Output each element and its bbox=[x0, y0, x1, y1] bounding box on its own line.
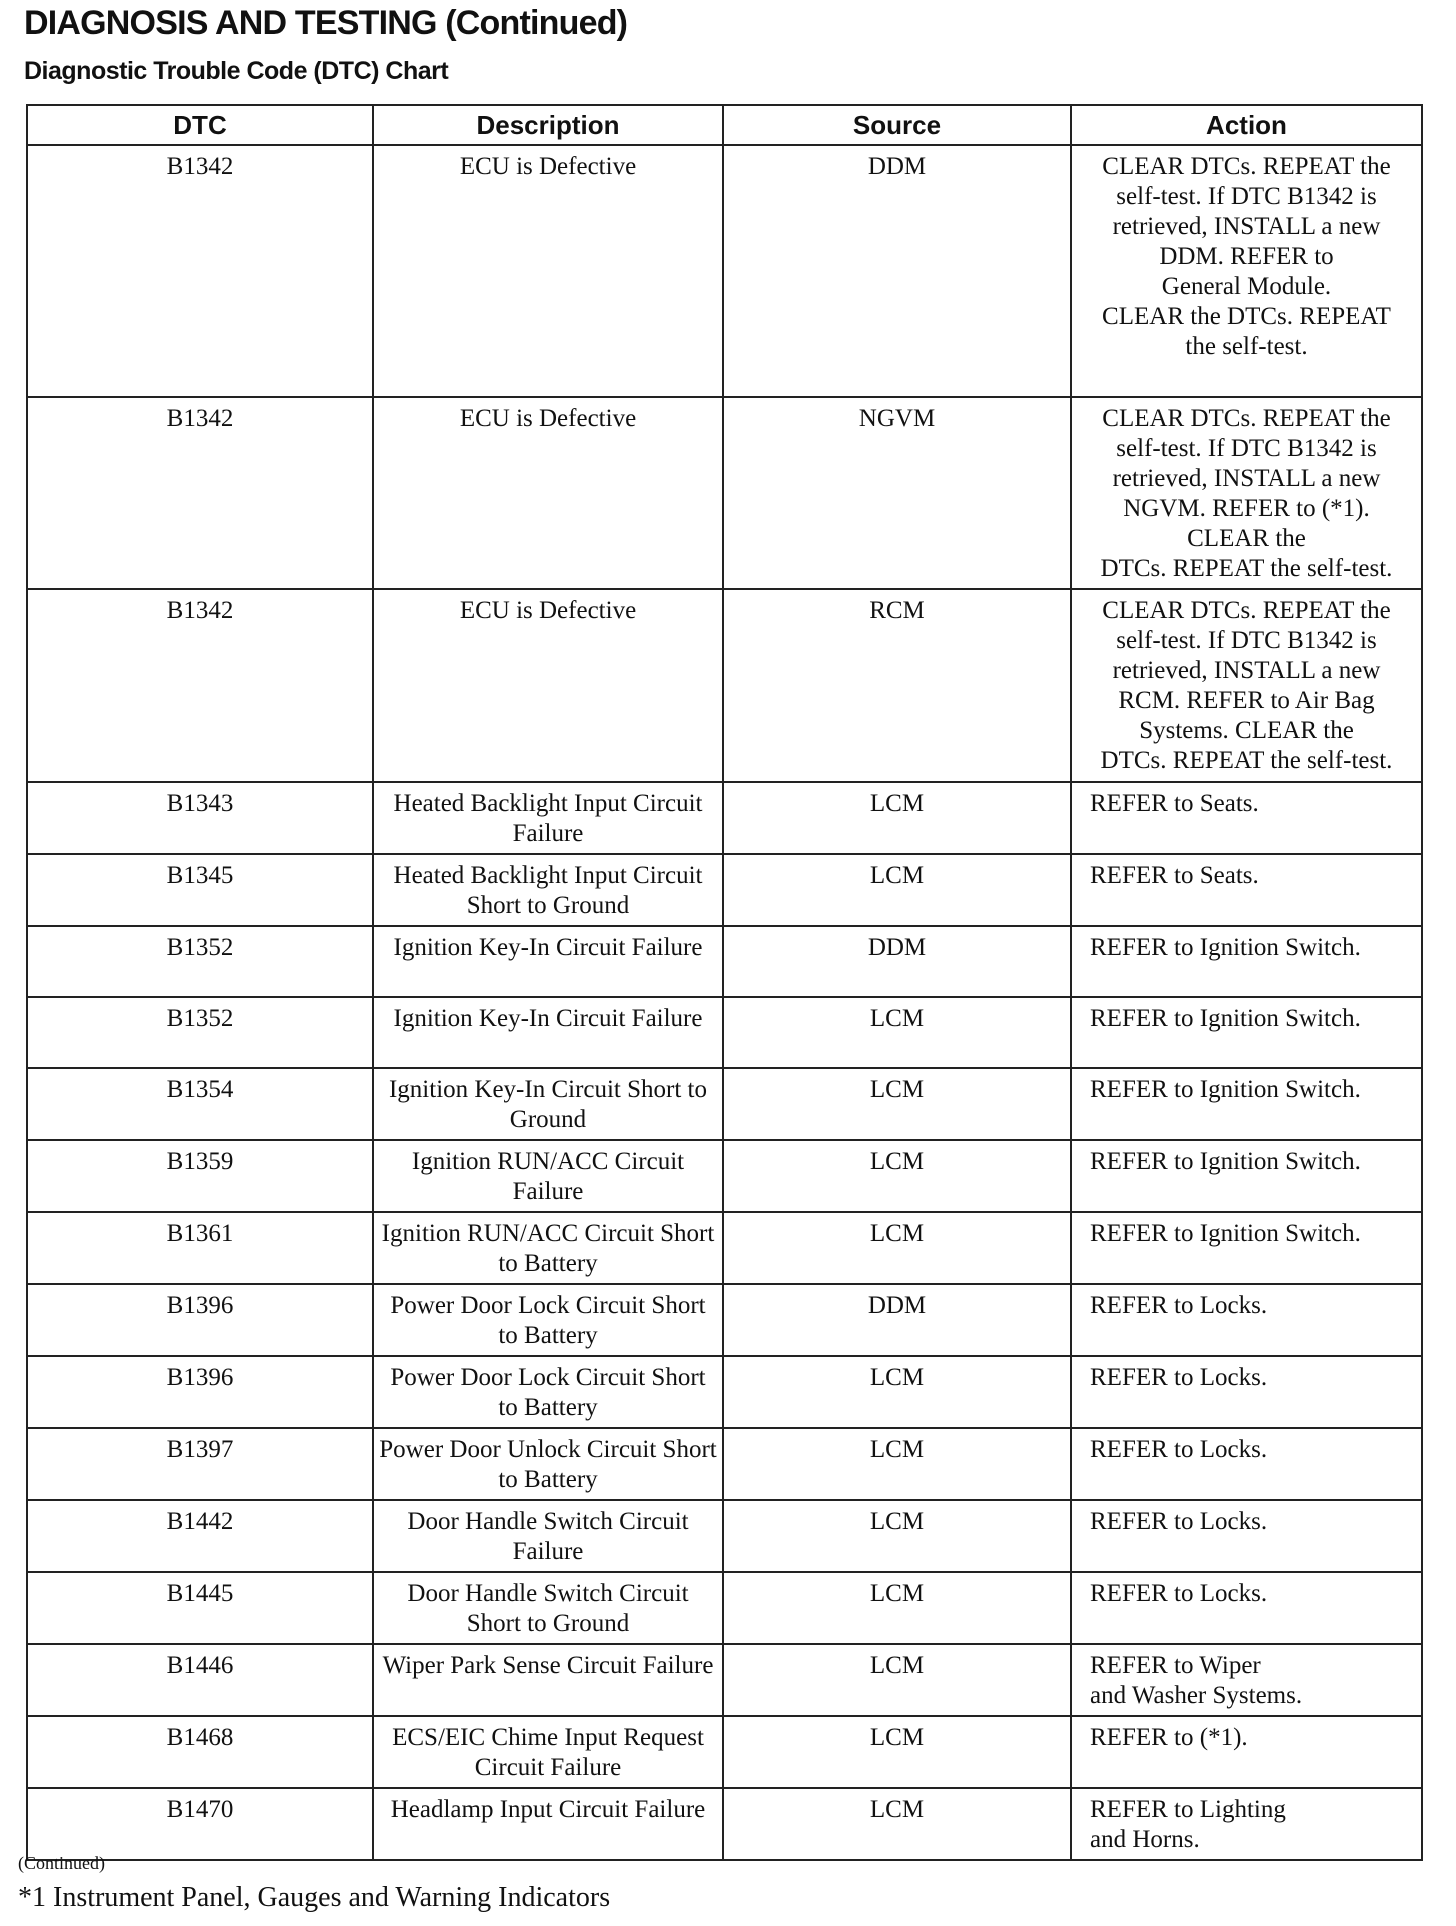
action-line: General Module. bbox=[1161, 273, 1332, 300]
action-line: DDM. REFER to bbox=[1159, 243, 1334, 270]
action-line: REFER to Wiper bbox=[1090, 1652, 1261, 1679]
chart-title: Diagnostic Trouble Code (DTC) Chart bbox=[24, 57, 449, 85]
action-line: REFER to Ignition Switch. bbox=[1090, 934, 1361, 961]
dtc-code-cell: B1342 bbox=[27, 145, 373, 397]
footnote: *1 Instrument Panel, Gauges and Warning Indicators bbox=[18, 1882, 611, 1913]
table-row bbox=[27, 926, 1422, 997]
table-row bbox=[27, 1788, 1422, 1860]
action-line: CLEAR DTCs. REPEAT the bbox=[1102, 597, 1391, 624]
action-cell bbox=[1071, 1068, 1422, 1140]
description-cell: Door Handle Switch Circuit Failure bbox=[373, 1500, 723, 1572]
dtc-code-cell: B1445 bbox=[27, 1572, 373, 1644]
description-cell: Ignition Key-In Circuit Failure bbox=[373, 926, 723, 997]
dtc-code-cell: B1446 bbox=[27, 1644, 373, 1716]
action-line: self-test. If DTC B1342 is bbox=[1116, 435, 1377, 462]
action-cell bbox=[1071, 854, 1422, 926]
action-line: REFER to (*1). bbox=[1090, 1724, 1248, 1751]
action-line: retrieved, INSTALL a new bbox=[1112, 465, 1381, 492]
source-cell: LCM bbox=[723, 1572, 1071, 1644]
table-row bbox=[27, 1140, 1422, 1212]
source-cell: RCM bbox=[723, 589, 1071, 782]
action-cell bbox=[1071, 397, 1422, 589]
dtc-code-cell: B1354 bbox=[27, 1068, 373, 1140]
description-cell: Ignition Key-In Circuit Short to Ground bbox=[373, 1068, 723, 1140]
source-cell: LCM bbox=[723, 1716, 1071, 1788]
dtc-code-cell: B1396 bbox=[27, 1356, 373, 1428]
action-line: REFER to Seats. bbox=[1090, 862, 1259, 889]
source-cell: LCM bbox=[723, 1788, 1071, 1860]
dtc-code-cell: B1470 bbox=[27, 1788, 373, 1860]
dtc-code-cell: B1397 bbox=[27, 1428, 373, 1500]
action-cell bbox=[1071, 589, 1422, 782]
action-line: DTCs. REPEAT the self-test. bbox=[1100, 555, 1393, 582]
action-line: self-test. If DTC B1342 is bbox=[1116, 183, 1377, 210]
source-cell: LCM bbox=[723, 1140, 1071, 1212]
action-cell bbox=[1071, 1716, 1422, 1788]
action-line: DTCs. REPEAT the self-test. bbox=[1100, 747, 1393, 774]
dtc-code-cell: B1352 bbox=[27, 926, 373, 997]
action-line: CLEAR DTCs. REPEAT the bbox=[1102, 405, 1391, 432]
dtc-code-cell: B1342 bbox=[27, 589, 373, 782]
action-line: and Washer Systems. bbox=[1090, 1682, 1303, 1709]
action-line: REFER to Locks. bbox=[1090, 1364, 1268, 1391]
source-cell: LCM bbox=[723, 1212, 1071, 1284]
table-row bbox=[27, 145, 1422, 397]
source-cell: LCM bbox=[723, 1068, 1071, 1140]
dtc-code-cell: B1352 bbox=[27, 997, 373, 1068]
action-cell bbox=[1071, 1428, 1422, 1500]
action-line: REFER to Locks. bbox=[1090, 1436, 1268, 1463]
table-row bbox=[27, 1644, 1422, 1716]
dtc-code-cell: B1343 bbox=[27, 782, 373, 854]
description-cell: Power Door Unlock Circuit Short to Battery bbox=[373, 1428, 723, 1500]
source-cell: LCM bbox=[723, 997, 1071, 1068]
description-cell: Power Door Lock Circuit Short to Battery bbox=[373, 1356, 723, 1428]
action-cell bbox=[1071, 926, 1422, 997]
table-row bbox=[27, 997, 1422, 1068]
description-cell: Wiper Park Sense Circuit Failure bbox=[373, 1644, 723, 1716]
table-row bbox=[27, 1428, 1422, 1500]
description-cell: ECS/EIC Chime Input Request Circuit Failure bbox=[373, 1716, 723, 1788]
description-cell: Heated Backlight Input Circuit Short to Ground bbox=[373, 854, 723, 926]
action-line: CLEAR the bbox=[1187, 525, 1306, 552]
action-line: REFER to Ignition Switch. bbox=[1090, 1005, 1361, 1032]
action-line: RCM. REFER to Air Bag bbox=[1118, 687, 1375, 714]
table-row bbox=[27, 589, 1422, 782]
description-cell: Ignition RUN/ACC Circuit Short to Battery bbox=[373, 1212, 723, 1284]
description-cell: ECU is Defective bbox=[373, 589, 723, 782]
description-cell: Ignition RUN/ACC Circuit Failure bbox=[373, 1140, 723, 1212]
action-line: retrieved, INSTALL a new bbox=[1112, 213, 1381, 240]
action-cell bbox=[1071, 1500, 1422, 1572]
column-header-action: Action bbox=[1071, 105, 1422, 145]
table-row bbox=[27, 782, 1422, 854]
action-cell bbox=[1071, 145, 1422, 397]
column-header-source: Source bbox=[723, 105, 1071, 145]
action-line: REFER to Locks. bbox=[1090, 1292, 1268, 1319]
description-cell: Ignition Key-In Circuit Failure bbox=[373, 997, 723, 1068]
column-header-description: Description bbox=[373, 105, 723, 145]
table-header-row bbox=[27, 105, 1422, 145]
source-cell: DDM bbox=[723, 1284, 1071, 1356]
action-line: retrieved, INSTALL a new bbox=[1112, 657, 1381, 684]
action-line: CLEAR DTCs. REPEAT the bbox=[1102, 153, 1391, 180]
dtc-code-cell: B1342 bbox=[27, 397, 373, 589]
source-cell: LCM bbox=[723, 1356, 1071, 1428]
table-row bbox=[27, 1284, 1422, 1356]
action-line: REFER to Locks. bbox=[1090, 1580, 1268, 1607]
description-cell: Door Handle Switch Circuit Short to Ground bbox=[373, 1572, 723, 1644]
description-cell: ECU is Defective bbox=[373, 145, 723, 397]
action-cell bbox=[1071, 1644, 1422, 1716]
dtc-code-cell: B1396 bbox=[27, 1284, 373, 1356]
source-cell: LCM bbox=[723, 1644, 1071, 1716]
continued-note: (Continued) bbox=[18, 1853, 105, 1873]
action-cell bbox=[1071, 1140, 1422, 1212]
action-line: REFER to Locks. bbox=[1090, 1508, 1268, 1535]
action-line: REFER to Ignition Switch. bbox=[1090, 1076, 1361, 1103]
source-cell: NGVM bbox=[723, 397, 1071, 589]
description-cell: Heated Backlight Input Circuit Failure bbox=[373, 782, 723, 854]
action-line: REFER to Lighting bbox=[1090, 1796, 1286, 1823]
table-body bbox=[27, 145, 1422, 1860]
table-row bbox=[27, 1572, 1422, 1644]
action-line: NGVM. REFER to (*1). bbox=[1123, 495, 1370, 522]
table-row bbox=[27, 1068, 1422, 1140]
action-cell bbox=[1071, 782, 1422, 854]
table-row bbox=[27, 397, 1422, 589]
action-line: the self-test. bbox=[1185, 333, 1308, 360]
action-line: and Horns. bbox=[1090, 1826, 1200, 1853]
description-cell: Power Door Lock Circuit Short to Battery bbox=[373, 1284, 723, 1356]
description-cell: Headlamp Input Circuit Failure bbox=[373, 1788, 723, 1860]
action-line: self-test. If DTC B1342 is bbox=[1116, 627, 1377, 654]
action-cell bbox=[1071, 1284, 1422, 1356]
table-row bbox=[27, 1716, 1422, 1788]
source-cell: DDM bbox=[723, 926, 1071, 997]
description-cell: ECU is Defective bbox=[373, 397, 723, 589]
action-cell bbox=[1071, 1572, 1422, 1644]
dtc-code-cell: B1361 bbox=[27, 1212, 373, 1284]
dtc-code-cell: B1345 bbox=[27, 854, 373, 926]
page-title: DIAGNOSIS AND TESTING (Continued) bbox=[24, 4, 628, 42]
source-cell: DDM bbox=[723, 145, 1071, 397]
dtc-code-cell: B1442 bbox=[27, 1500, 373, 1572]
dtc-chart-table bbox=[26, 104, 1423, 1861]
action-line: Systems. CLEAR the bbox=[1139, 717, 1354, 744]
action-line: REFER to Ignition Switch. bbox=[1090, 1220, 1361, 1247]
action-line: CLEAR the DTCs. REPEAT bbox=[1102, 303, 1391, 330]
source-cell: LCM bbox=[723, 782, 1071, 854]
action-cell bbox=[1071, 1212, 1422, 1284]
action-line: REFER to Seats. bbox=[1090, 790, 1259, 817]
source-cell: LCM bbox=[723, 1500, 1071, 1572]
action-line: REFER to Ignition Switch. bbox=[1090, 1148, 1361, 1175]
source-cell: LCM bbox=[723, 854, 1071, 926]
source-cell: LCM bbox=[723, 1428, 1071, 1500]
table-row bbox=[27, 1356, 1422, 1428]
dtc-code-cell: B1359 bbox=[27, 1140, 373, 1212]
table-row bbox=[27, 854, 1422, 926]
table-row bbox=[27, 1500, 1422, 1572]
column-header-dtc: DTC bbox=[27, 105, 373, 145]
action-cell bbox=[1071, 997, 1422, 1068]
action-cell bbox=[1071, 1788, 1422, 1860]
dtc-code-cell: B1468 bbox=[27, 1716, 373, 1788]
table-row bbox=[27, 1212, 1422, 1284]
action-cell bbox=[1071, 1356, 1422, 1428]
